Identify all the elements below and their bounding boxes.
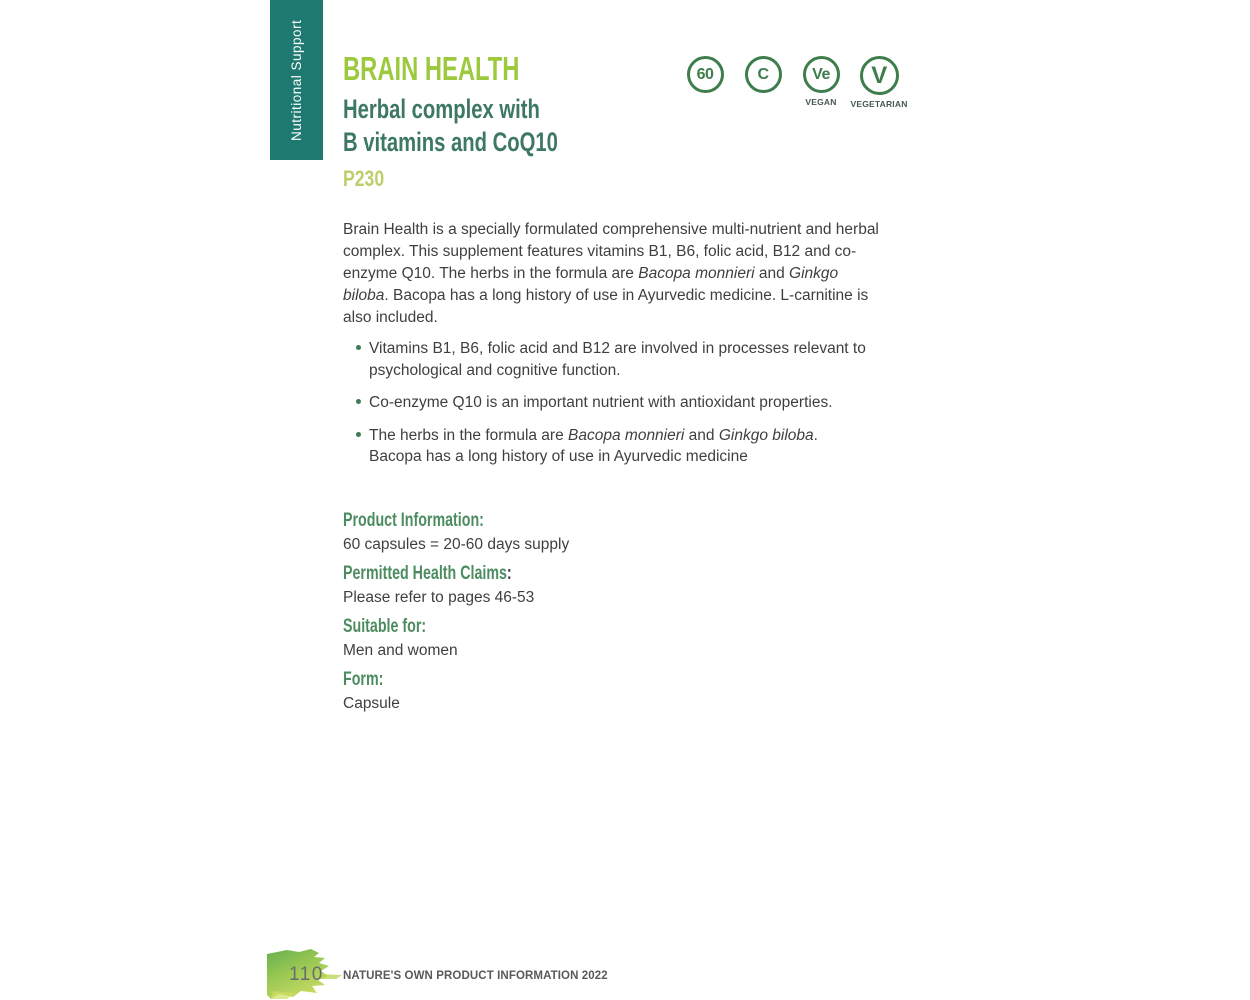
section-heading xyxy=(343,564,763,584)
badge-circle-icon: 60 xyxy=(687,56,724,93)
footer-text: NATURE'S OWN PRODUCT INFORMATION 2022 xyxy=(343,970,608,982)
product-subtitle-line1: Herbal complex with xyxy=(343,93,540,124)
body-text: The herbs in the formula are xyxy=(369,426,569,444)
section-heading xyxy=(343,511,763,531)
section-heading-text: Suitable for xyxy=(343,616,422,637)
info-section xyxy=(343,670,763,714)
latin-name-text: Bacopa monnieri xyxy=(568,426,685,444)
section-body: Men and women xyxy=(343,642,458,659)
latin-name-text: Ginkgo biloba xyxy=(718,426,814,444)
section-heading xyxy=(343,670,763,690)
section-heading-colon: : xyxy=(421,616,427,637)
info-section xyxy=(343,617,763,661)
badge-c xyxy=(739,56,787,110)
section-heading-colon: : xyxy=(378,669,384,690)
badge-circle-icon: Ve xyxy=(803,56,840,93)
category-tab-label: Nutritional Support xyxy=(289,19,304,141)
badge-label: VEGETARIAN xyxy=(850,99,908,109)
badge-vegetarian xyxy=(850,56,908,110)
product-description xyxy=(343,219,879,329)
badge-row xyxy=(681,56,908,110)
body-text: Brain Health is a specially formulated comprehensive multi-nutrient and herbal complex. This supplement features vitamins B1, B6, folic acid, B12 and co-enzyme Q10. The herbs in the formula are xyxy=(343,221,879,282)
section-heading-colon: : xyxy=(479,510,484,531)
section-heading xyxy=(343,617,763,637)
body-text: and xyxy=(754,265,790,282)
badge-circle-icon: C xyxy=(745,56,782,93)
body-text: and xyxy=(684,426,719,444)
badge-vegan xyxy=(797,56,845,110)
info-section xyxy=(343,564,763,608)
badge-circle-icon: V xyxy=(860,56,899,95)
category-tab xyxy=(270,0,323,160)
benefit-item xyxy=(356,425,874,468)
section-heading-text: Form xyxy=(343,669,379,690)
body-text: Co-enzyme Q10 is an important nutrient with antioxidant properties. xyxy=(369,394,833,411)
product-title: BRAIN HEALTH xyxy=(343,50,520,87)
benefit-item xyxy=(356,392,874,414)
section-heading-text: Product Information xyxy=(343,510,480,531)
latin-name-text: Bacopa monnieri xyxy=(638,265,755,282)
info-section xyxy=(343,511,763,555)
section-heading-colon: : xyxy=(506,563,512,584)
badge-60 xyxy=(681,56,729,110)
badge-label: VEGAN xyxy=(805,97,837,107)
section-heading-text: Permitted Health Claims xyxy=(343,563,507,584)
info-sections xyxy=(343,511,763,723)
benefit-item xyxy=(356,338,874,381)
section-body: Please refer to pages 46-53 xyxy=(343,589,535,606)
body-text: Vitamins B1, B6, folic acid and B12 are involved in processes relevant to psychological and cognitive function. xyxy=(369,340,866,379)
section-body: Capsule xyxy=(343,695,400,712)
product-code: P230 xyxy=(343,165,385,191)
product-subtitle-line2: B vitamins and CoQ10 xyxy=(343,126,558,157)
benefit-list xyxy=(356,338,874,479)
body-text: . Bacopa has a long history of use in Ayurvedic medicine xyxy=(369,426,818,465)
latin-name-text: Ginkgo biloba xyxy=(343,265,839,304)
body-text: . Bacopa has a long history of use in Ayurvedic medicine. L-carnitine is also included. xyxy=(343,287,869,326)
section-body: 60 capsules = 20-60 days supply xyxy=(343,536,570,553)
page-number: 110 xyxy=(289,964,324,985)
